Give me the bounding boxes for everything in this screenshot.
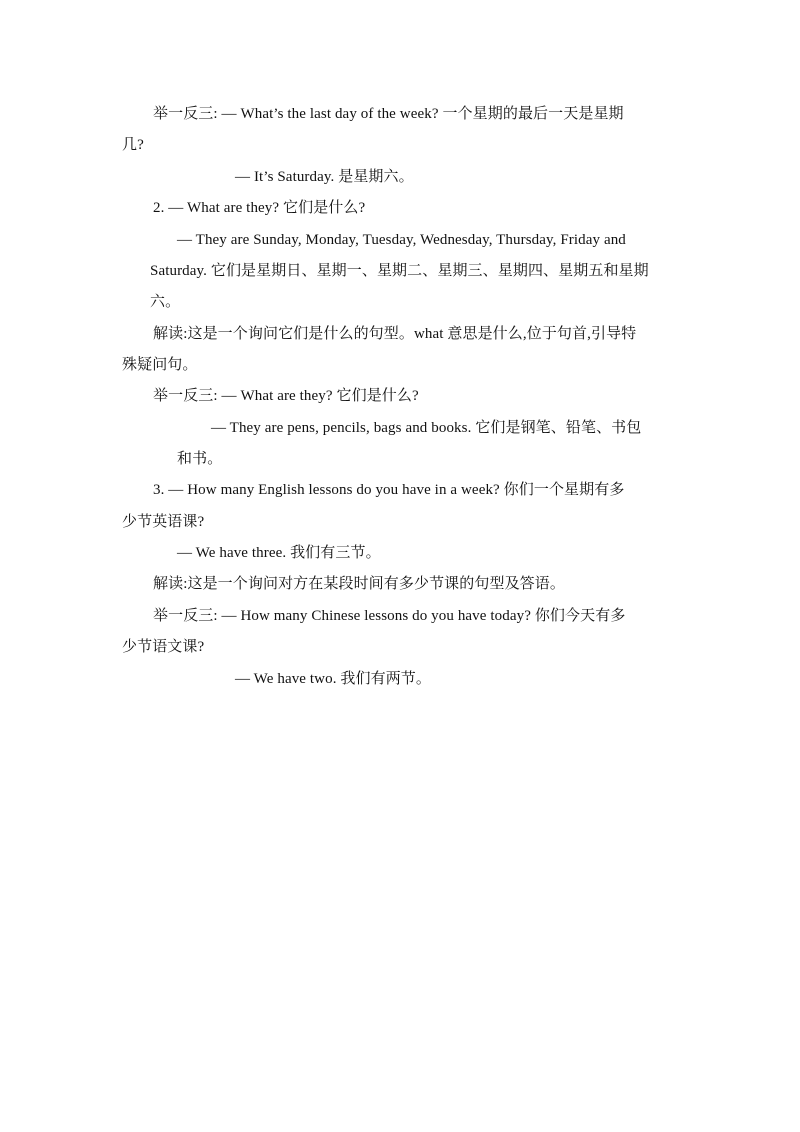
item-3-question: 3. — How many English lessons do you have in a week? 你们一个星期有多 bbox=[153, 482, 625, 498]
item-2-answer-end: 六。 bbox=[150, 294, 181, 310]
item-2-explanation-cont: 殊疑问句。 bbox=[122, 357, 198, 373]
example-2-question: 举一反三: — What are they? 它们是什么? bbox=[153, 388, 419, 404]
item-3-question-cont: 少节英语课? bbox=[122, 514, 205, 530]
item-3-explanation: 解读:这是一个询问对方在某段时间有多少节课的句型及答语。 bbox=[153, 576, 565, 592]
item-2-answer: — They are Sunday, Monday, Tuesday, Wednesday, Thursday, Friday and bbox=[177, 232, 626, 248]
example-1-question: 举一反三: — What’s the last day of the week? 一个星期的最后一天是星期 bbox=[153, 106, 624, 122]
item-2-answer-cont: Saturday. 它们是星期日、星期一、星期二、星期三、星期四、星期五和星期 bbox=[150, 263, 649, 279]
example-3-question-cont: 少节语文课? bbox=[122, 639, 205, 655]
example-3-question: 举一反三: — How many Chinese lessons do you have today? 你们今天有多 bbox=[153, 608, 626, 624]
example-1-question-cont: 几? bbox=[122, 137, 144, 153]
item-2-explanation: 解读:这是一个询问它们是什么的句型。what 意思是什么,位于句首,引导特 bbox=[153, 326, 637, 342]
example-3-answer: — We have two. 我们有两节。 bbox=[235, 671, 432, 687]
example-1-answer: — It’s Saturday. 是星期六。 bbox=[235, 169, 414, 185]
item-3-answer: — We have three. 我们有三节。 bbox=[177, 545, 381, 561]
item-2-question: 2. — What are they? 它们是什么? bbox=[153, 200, 366, 216]
example-2-answer-cont: 和书。 bbox=[177, 451, 223, 467]
example-2-answer: — They are pens, pencils, bags and books. 它们是钢笔、铅笔、书包 bbox=[211, 420, 642, 436]
